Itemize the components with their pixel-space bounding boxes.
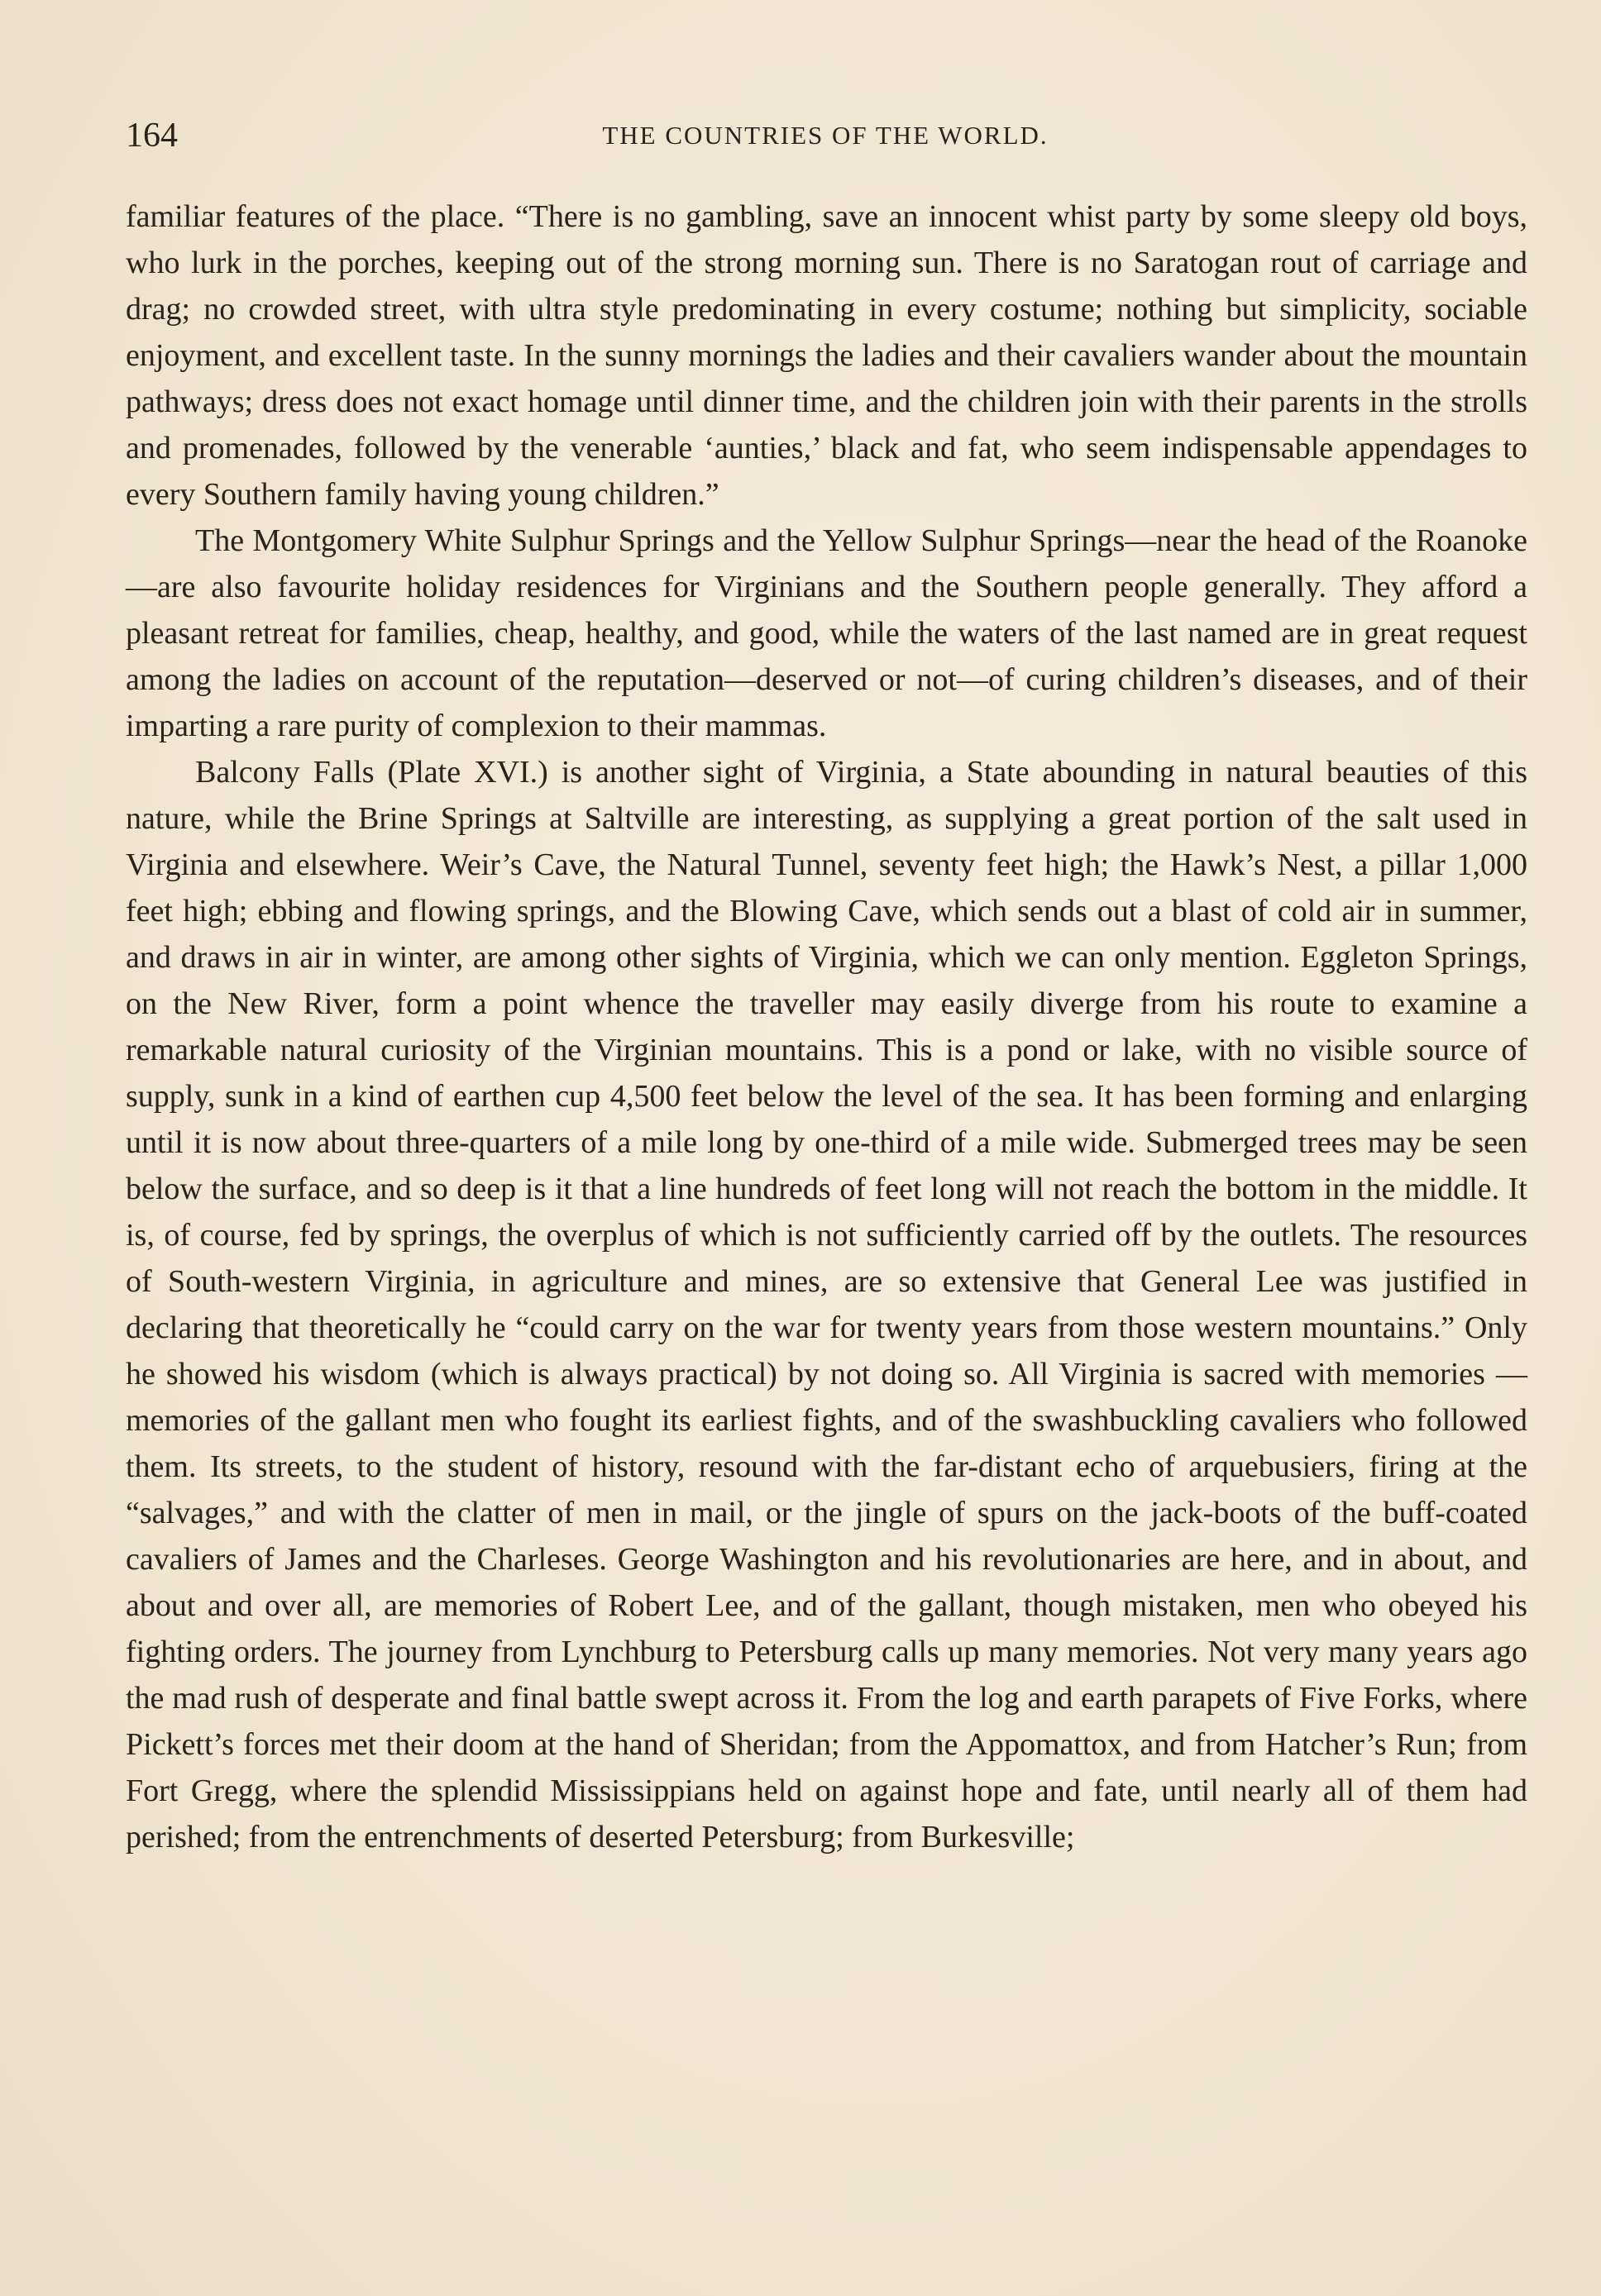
page-header [126,116,1525,155]
page-number: 164 [126,117,178,155]
running-head: THE COUNTRIES OF THE WORLD. [602,121,1049,150]
paragraph: Balcony Falls (Plate XVI.) is another sight of Virginia, a State abounding in natural beauties of this nature, while the Brine Springs at Saltville are interesting, as supplying a great portion of the salt used in Virginia and elsewhere. Weir’s Cave, the Natural Tunnel, seventy feet high; the Hawk’s Nest, a pillar 1,000 feet high; ebbing and flowing springs, and the Blowing Cave, which sends out a blast of cold air in summer, and draws in air in winter, are among other sights of Virginia, which we can only mention. Eggleton Springs, on the New River, form a point whence the traveller may easily diverge from his route to examine a remarkable natural curiosity of the Virginian mountains. This is a pond or lake, with no visible source of supply, sunk in a kind of earthen cup 4,500 feet below the level of the sea. It has been forming and enlarging until it is now about three-quarters of a mile long by one-third of a mile wide. Submerged trees may be seen below the surface, and so deep is it that a line hundreds of feet long will not reach the bottom in the middle. It is, of course, fed by springs, the overplus of which is not sufficiently carried off by the outlets. The resources of South-western Virginia, in agriculture and mines, are so extensive that General Lee was justified in declaring that theoretically he “could carry on the war for twenty years from those western mountains.” Only he showed his wisdom (which is always practical) by not doing so. All Virginia is sacred with memories —memories of the gallant men who fought its earliest fights, and of the swashbuckling cavaliers who followed them. Its streets, to the student of history, resound with the far-distant echo of arquebusiers, firing at the “salvages,” and with the clatter of men in mail, or the jingle of spurs on the jack-boots of the buff-coated cavaliers of James and the Charleses. George Washington and his revolutionaries are here, and in about, and about and over all, are memories of Robert Lee, and of the gallant, though mistaken, men who obeyed his fighting orders. The journey from Lynchburg to Petersburg calls up many memories. Not very many years ago the mad rush of desperate and final battle swept across it. From the log and earth parapets of Five Forks, where Pickett’s forces met their doom at the hand of Sheridan; from the Appomattox, and from Hatcher’s Run; from Fort Gregg, where the splendid Mississippians held on against hope and fate, until nearly all of them had perished; from the entrenchments of deserted Petersburg; from Burkesville; [126,755,1527,1854]
body-text [126,193,1527,1860]
paragraph: The Montgomery White Sulphur Springs and the Yellow Sulphur Springs—near the head of the Roanoke—are also favourite holiday residences for Virginians and the Southern people generally. They afford a pleasant retreat for families, cheap, healthy, and good, while the waters of the last named are in great request among the ladies on account of the reputation—deserved or not—of curing children’s diseases, and of their imparting a rare purity of complexion to their mammas. [126,523,1527,743]
paragraph: familiar features of the place. “There is no gambling, save an innocent whist party by some sleepy old boys, who lurk in the porches, keeping out of the strong morning sun. There is no Saratogan rout of carriage and drag; no crowded street, with ultra style predominating in every costume; nothing but simplicity, sociable enjoyment, and excellent taste. In the sunny mornings the ladies and their cavaliers wander about the mountain pathways; dress does not exact homage until dinner time, and the children join with their parents in the strolls and promenades, followed by the venerable ‘aunties,’ black and fat, who seem indispensable appendages to every Southern family having young children.” [126,199,1527,512]
